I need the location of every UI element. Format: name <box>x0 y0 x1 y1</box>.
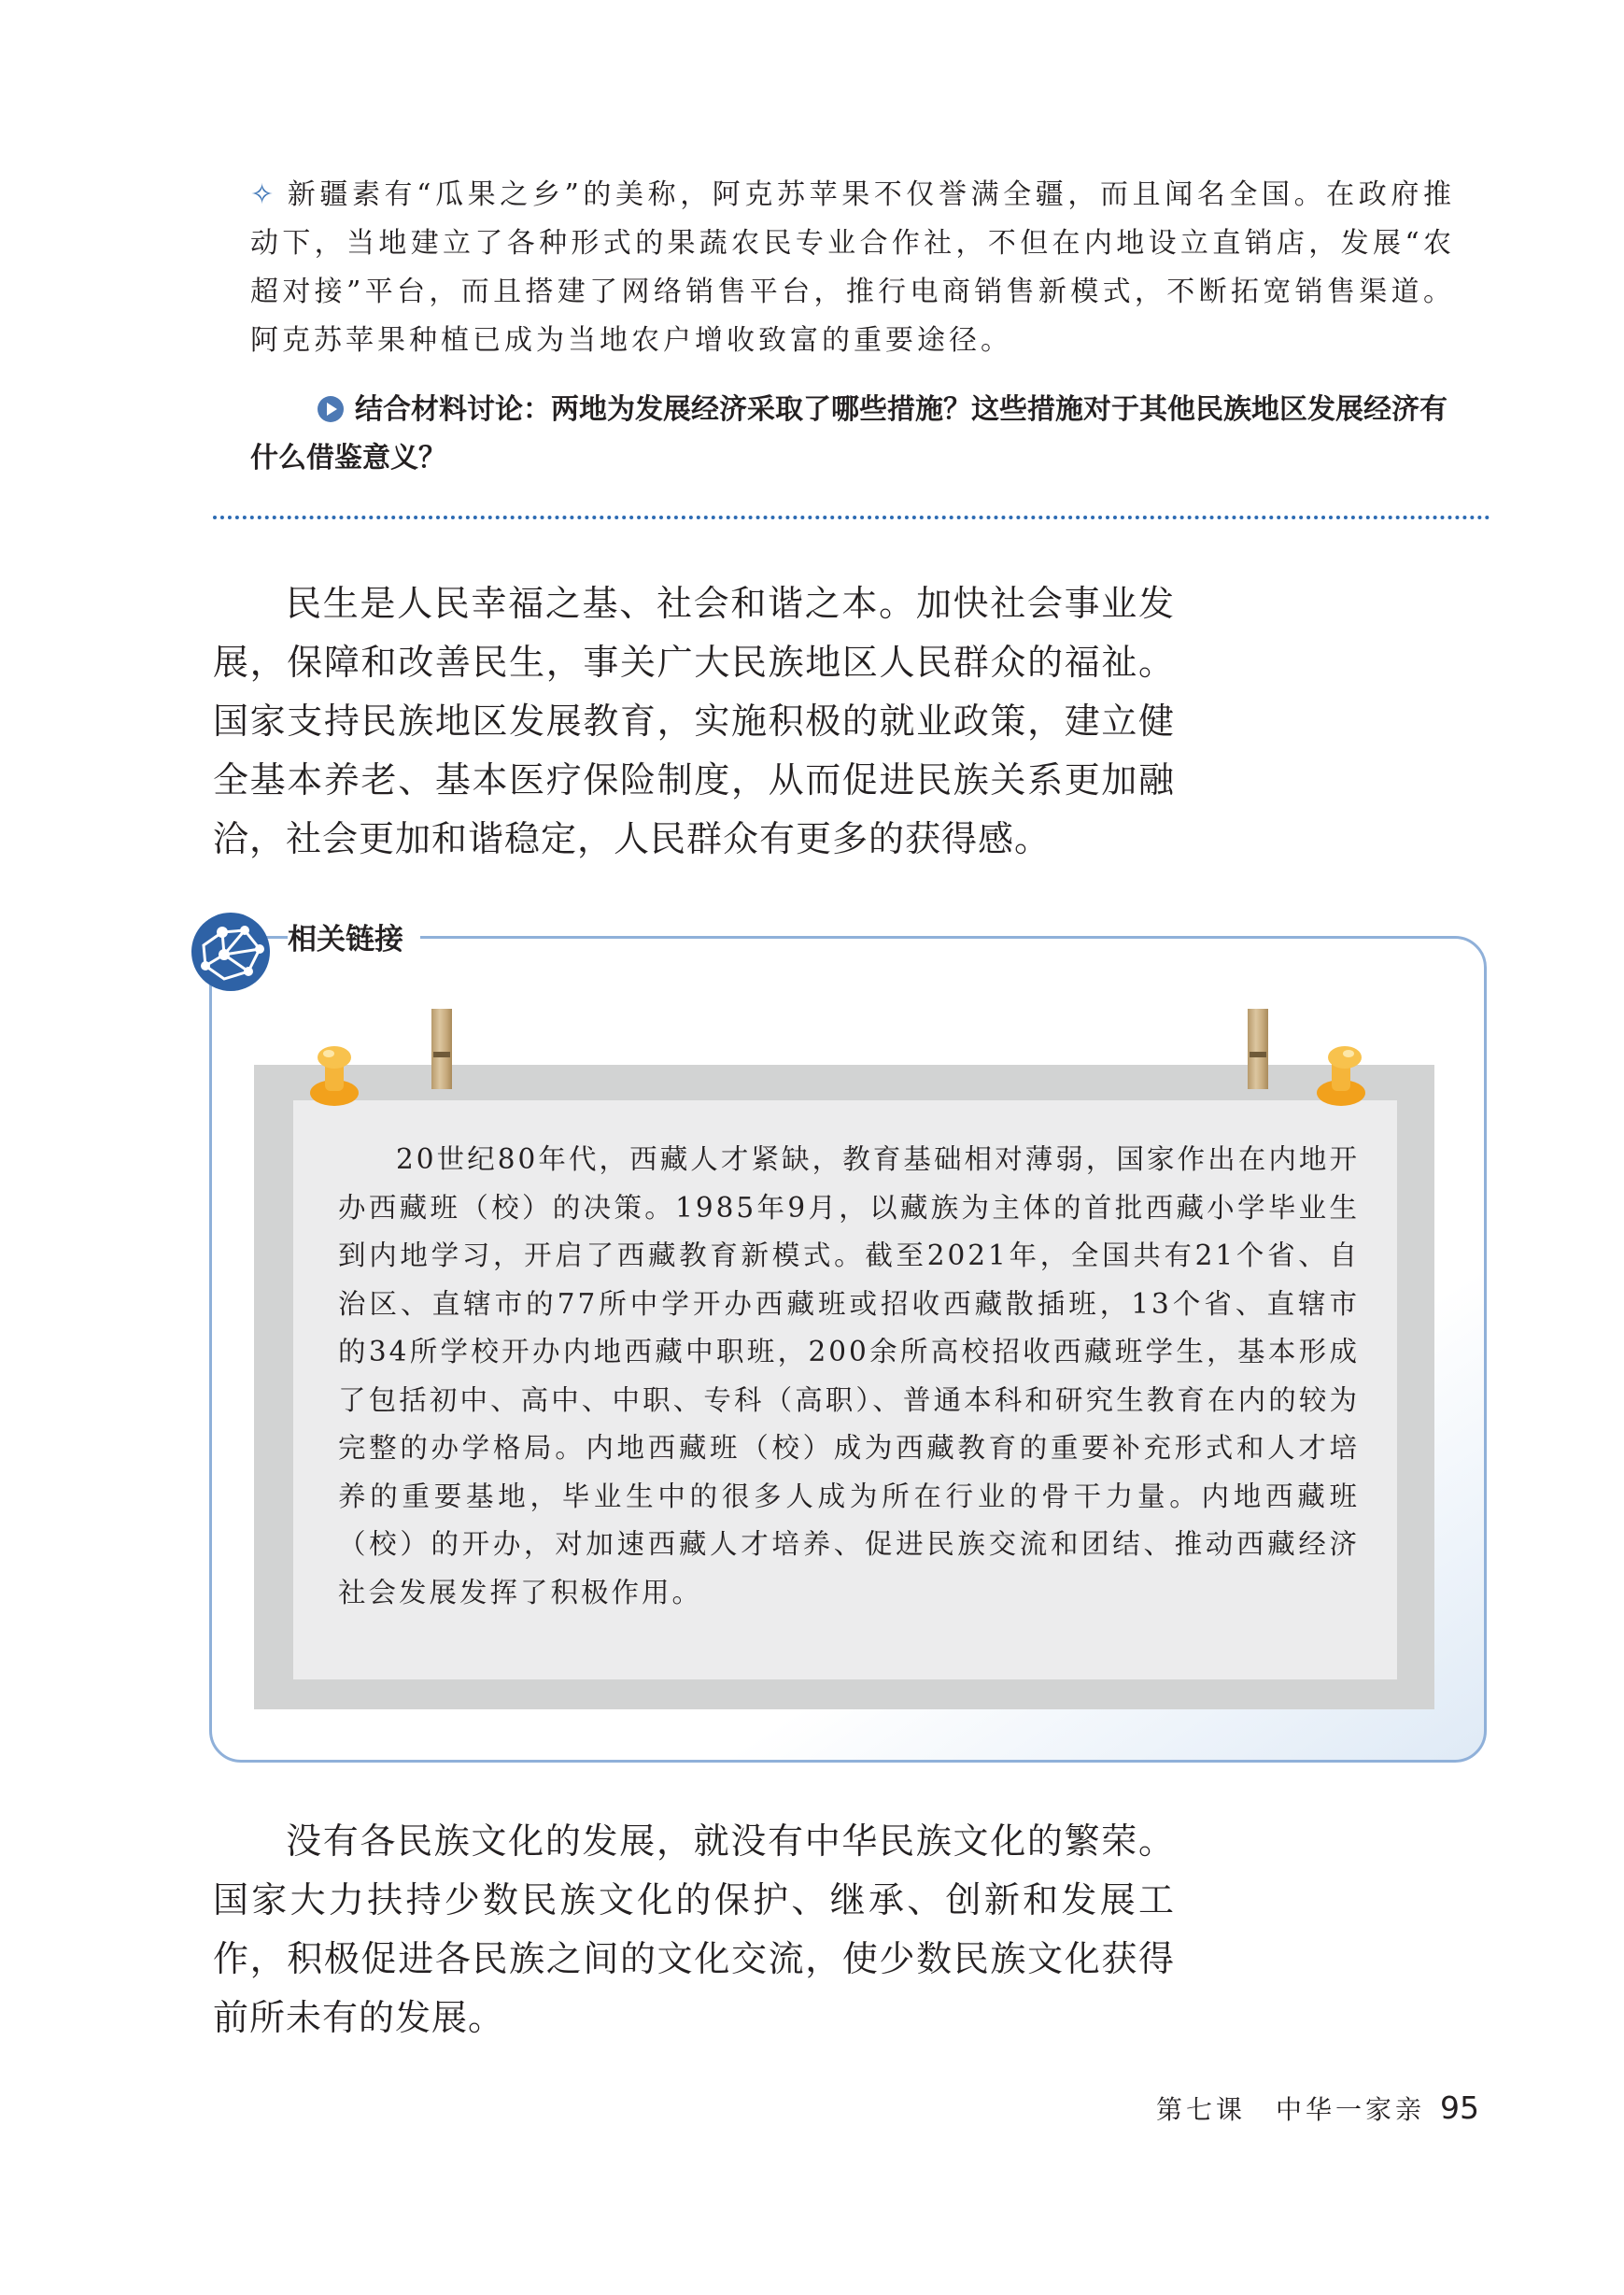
pushpin-left-icon <box>297 1039 372 1113</box>
clothespin-right-icon <box>1248 1009 1268 1089</box>
discussion-text: 结合材料讨论：两地为发展经济采取了哪些措施？这些措施对于其他民族地区发展经济有什么借鉴意义？ <box>250 393 1447 475</box>
discussion-prompt <box>250 386 1455 483</box>
network-globe-icon <box>191 912 271 992</box>
page-footer <box>1156 2090 1479 2127</box>
dotted-divider <box>213 516 1490 519</box>
body-paragraph-livelihood <box>213 574 1175 869</box>
paragraph-text: 没有各民族文化的发展，就没有中华民族文化的繁荣。国家大力扶持少数民族文化的保护、继承、创新和发展工作，积极促进各民族之间的文化交流，使少数民族文化获得前所未有的发展。 <box>213 1820 1175 2038</box>
material-paragraph <box>250 171 1455 365</box>
pushpin-right-icon <box>1304 1039 1378 1113</box>
clothespin-left-icon <box>431 1009 452 1089</box>
related-link-text <box>338 1136 1360 1617</box>
play-circle-icon <box>318 396 344 422</box>
diamond-star-icon: ✧ <box>250 178 278 211</box>
related-link-title: 相关链接 <box>288 915 420 957</box>
material-text: 新疆素有“瓜果之乡”的美称，阿克苏苹果不仅誉满全疆，而且闻名全国。在政府推动下，当地建立了各种形式的果蔬农民专业合作社，不但在内地设立直销店，发展“农超对接”平台，而且搭建了网络销售平台，推行电商销售新模式，不断拓宽销售渠道。阿克苏苹果种植已成为当地农户增收致富的重要途径。 <box>250 178 1455 357</box>
body-paragraph-culture <box>213 1812 1175 2047</box>
related-link-paragraph: 20世纪80年代，西藏人才紧缺，教育基础相对薄弱，国家作出在内地开办西藏班（校）的决策。1985年9月，以藏族为主体的首批西藏小学毕业生到内地学习，开启了西藏教育新模式。截至2021年，全国共有21个省、自治区、直辖市的77所中学开办西藏班或招收西藏散插班，13个省、直辖市的34所学校开办内地西藏中职班，200余所高校招收西藏班学生，基本形成了包括初中、高中、中职、专科（高职）、普通本科和研究生教育在内的较为完整的办学格局。内地西藏班（校）成为西藏教育的重要补充形式和人才培养的重要基地，毕业生中的很多人成为所在行业的骨干力量。内地西藏班（校）的开办，对加速西藏人才培养、促进民族交流和团结、推动西藏经济社会发展发挥了积极作用。 <box>338 1143 1360 1608</box>
lesson-title: 第七课 中华一家亲 <box>1155 2094 1425 2125</box>
page-number: 95 <box>1440 2090 1479 2126</box>
paragraph-text: 民生是人民幸福之基、社会和谐之本。加快社会事业发展，保障和改善民生，事关广大民族地区人民群众的福祉。国家支持民族地区发展教育，实施积极的就业政策，建立健全基本养老、基本医疗保险制度，从而促进民族关系更加融洽，社会更加和谐稳定，人民群众有更多的获得感。 <box>213 583 1175 859</box>
